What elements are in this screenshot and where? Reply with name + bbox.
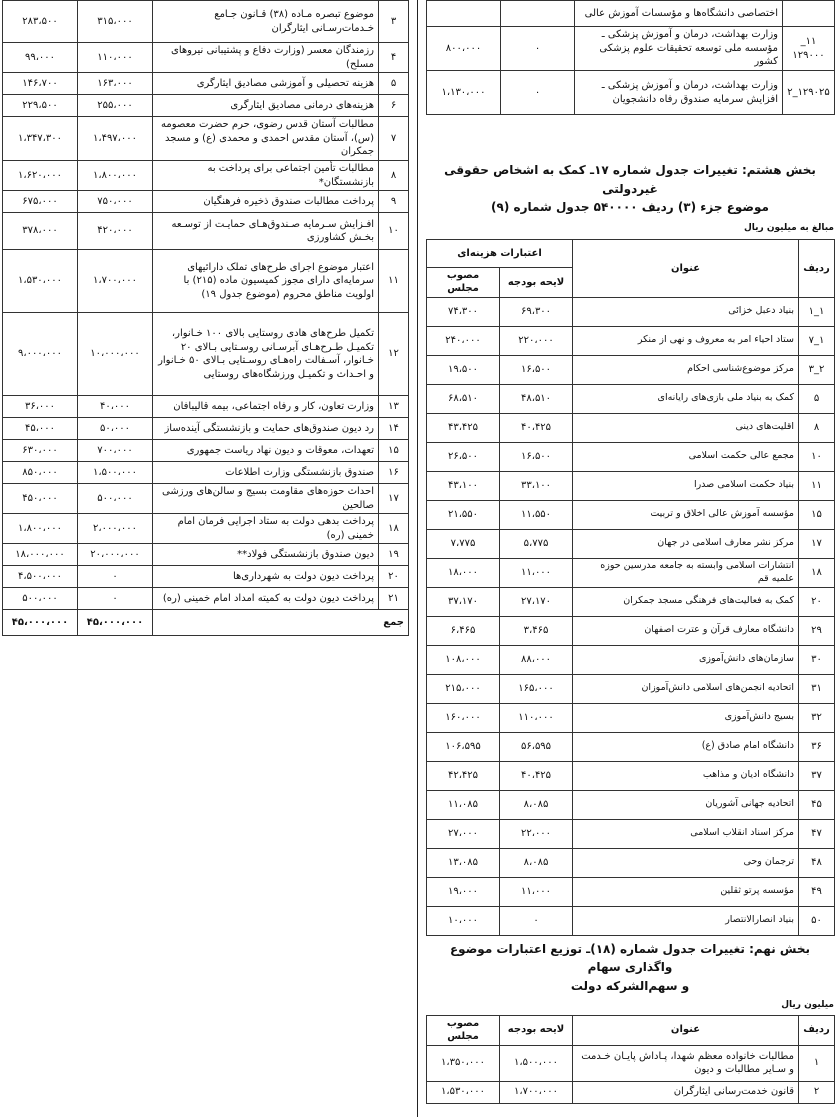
row-index: ۱_۱ — [799, 297, 835, 326]
table-row — [427, 819, 835, 848]
row-index: ۳۱ — [799, 674, 835, 703]
row-index: ۲۰ — [799, 587, 835, 616]
row-bill-amount: ۱۱،۵۵۰ — [500, 500, 573, 529]
row-approved-amount: ۱،۸۰۰،۰۰۰ — [3, 514, 78, 544]
row-approved-amount: ۴۳،۴۲۵ — [427, 413, 500, 442]
row-approved-amount: ۱۰۸،۰۰۰ — [427, 645, 500, 674]
row-title: رد دیون صندوق‌های حمایت و بازنشستگی آینده‌ساز — [153, 418, 379, 440]
table-row — [427, 442, 835, 471]
row-title: ترجمان وحی — [573, 848, 799, 877]
row-bill-amount: ۰ — [500, 906, 573, 935]
row-title: پرداخت دیون دولت به کمیته امداد امام خمینی (ره) — [153, 588, 379, 610]
table-row — [3, 566, 409, 588]
row-bill-amount — [501, 1, 575, 27]
table-row — [3, 396, 409, 418]
row-index: ۱۱ — [799, 471, 835, 500]
row-title: افـزایش سـرمایه صـندوق‌هـای حمایـت از توسـعه بخـش کشاورزی — [153, 213, 379, 250]
row-bill-amount: ۱۶،۵۰۰ — [500, 442, 573, 471]
row-bill-amount: ۲۵۵،۰۰۰ — [78, 95, 153, 117]
row-approved-amount: ۱،۳۴۷،۳۰۰ — [3, 117, 78, 161]
row-title: سازمان‌های دانش‌آموزی — [573, 645, 799, 674]
row-title: پرداخت دیون دولت به شهرداری‌ها — [153, 566, 379, 588]
table-row — [427, 500, 835, 529]
row-bill-amount: ۱،۵۰۰،۰۰۰ — [78, 462, 153, 484]
table-row — [3, 588, 409, 610]
column-divider — [417, 0, 418, 1117]
table-row — [427, 703, 835, 732]
section8-title-line1: بخش هشتم: تغییرات جدول شماره ۱۷ـ کمک به اشخاص حقوقی غیردولتی — [444, 163, 816, 196]
section8-header-credits: اعتبارات هزینه‌ای — [427, 239, 573, 267]
row-approved-amount: ۴۲،۴۲۵ — [427, 761, 500, 790]
table-row — [3, 462, 409, 484]
row-title: ستاد احیاء امر به معروف و نهی از منکر — [573, 326, 799, 355]
table-row — [427, 297, 835, 326]
section9-title-line2: و سهم‌الشرکه دولت — [570, 978, 690, 993]
table-row — [427, 384, 835, 413]
row-bill-amount: ۱۶۵،۰۰۰ — [500, 674, 573, 703]
row-index: ۵ — [379, 73, 409, 95]
row-bill-amount: ۴۸،۵۱۰ — [500, 384, 573, 413]
row-index: ۱۹ — [379, 544, 409, 566]
row-approved-amount: ۱،۵۳۰،۰۰۰ — [427, 1081, 500, 1103]
row-bill-amount: ۷۰۰،۰۰۰ — [78, 440, 153, 462]
section8-header-row: ردیف — [799, 239, 835, 297]
row-title: بنیاد دعبل خزائی — [573, 297, 799, 326]
table-row — [3, 161, 409, 191]
row-bill-amount: ۱،۷۰۰،۰۰۰ — [78, 250, 153, 313]
row-bill-amount: ۱۱،۰۰۰ — [500, 558, 573, 587]
section9-header-row: ردیف — [799, 1015, 835, 1045]
row-approved-amount: ۸۵۰،۰۰۰ — [3, 462, 78, 484]
table-row — [427, 1045, 835, 1081]
row-bill-amount: ۴۰،۴۲۵ — [500, 761, 573, 790]
row-title: تعهدات، معوقات و دیون نهاد ریاست جمهوری — [153, 440, 379, 462]
row-index: ۳۷ — [799, 761, 835, 790]
row-approved-amount: ۱۶۰،۰۰۰ — [427, 703, 500, 732]
table-row — [427, 674, 835, 703]
row-bill-amount: ۲۲،۰۰۰ — [500, 819, 573, 848]
row-bill-amount: ۵۰،۰۰۰ — [78, 418, 153, 440]
row-title: صندوق بازنشستگی وزارت اطلاعات — [153, 462, 379, 484]
row-bill-amount: ۰ — [501, 27, 575, 71]
section8-header-approved: مصوب مجلس — [427, 267, 500, 297]
total-row — [3, 610, 409, 636]
row-approved-amount: ۱۸،۰۰۰ — [427, 558, 500, 587]
row-bill-amount: ۲،۰۰۰،۰۰۰ — [78, 514, 153, 544]
row-title: تکمیل طرح‌های هادی روستایی بالای ۱۰۰ خـانوار، تکمیـل طـرح‌هـای آبرسـانی روسـتایی بـالای ۲۰ خـانوار، آسـفالت راه‌هـای روسـتایی بـالای ۵۰ خـانوار و احـداث و تکمیـل ورزشگاه‌های روستایی — [153, 313, 379, 396]
row-index: ۱_۷ — [799, 326, 835, 355]
row-index: ۶ — [379, 95, 409, 117]
row-index: ۱۵ — [799, 500, 835, 529]
row-index: ۴ — [379, 43, 409, 73]
row-bill-amount: ۱۱،۰۰۰ — [500, 877, 573, 906]
row-bill-amount: ۴۰،۴۲۵ — [500, 413, 573, 442]
row-bill-amount: ۵،۷۷۵ — [500, 529, 573, 558]
row-bill-amount: ۵۰۰،۰۰۰ — [78, 484, 153, 514]
row-index — [783, 1, 835, 27]
row-index: ۸ — [379, 161, 409, 191]
row-bill-amount: ۱،۸۰۰،۰۰۰ — [78, 161, 153, 191]
row-title: قانون خدمت‌رسانی ایثارگران — [573, 1081, 799, 1103]
top-right-table — [426, 0, 835, 115]
row-title: دانشگاه امام صادق (ع) — [573, 732, 799, 761]
row-approved-amount: ۹،۰۰۰،۰۰۰ — [3, 313, 78, 396]
row-title: وزارت بهداشت، درمان و آموزش پزشکی ـ مؤسسه ملی توسعه تحقیقات علوم پزشکی کشور — [575, 27, 783, 71]
row-approved-amount: ۱۹،۵۰۰ — [427, 355, 500, 384]
table-row — [3, 1, 409, 43]
row-index: ۴۹ — [799, 877, 835, 906]
row-index: ۱۴ — [379, 418, 409, 440]
row-index: ۱۸ — [379, 514, 409, 544]
row-index: ۱۳ — [379, 396, 409, 418]
row-index: ۵ — [799, 384, 835, 413]
row-index: ۱ — [799, 1045, 835, 1081]
row-title: اختصاصی دانشگاه‌ها و مؤسسات آموزش عالی — [575, 1, 783, 27]
table-row — [427, 645, 835, 674]
section9-header-title: عنوان — [573, 1015, 799, 1045]
row-title: احداث حوزه‌های مقاومت بسیج و سالن‌های ورزشی صالحین — [153, 484, 379, 514]
row-approved-amount: ۶۳۰،۰۰۰ — [3, 440, 78, 462]
row-title: اعتبار موضوع اجرای طرح‌های تملک دارائیهای سرمایه‌ای دارای مجوز کمیسیون ماده (۲۱۵) با اولویت مناطق محروم (موضوع جدول ۱۹) — [153, 250, 379, 313]
table-row — [3, 418, 409, 440]
row-bill-amount: ۰ — [78, 588, 153, 610]
section9-title-line1: بخش نهم: تغییرات جدول شماره (۱۸)ـ توزیع اعتبارات موضوع واگذاری سهام — [449, 941, 811, 975]
total-label: جمع — [153, 610, 409, 636]
table-row — [427, 558, 835, 587]
row-index: ۲ — [799, 1081, 835, 1103]
row-title: دیون صندوق بازنشستگی فولاد** — [153, 544, 379, 566]
table-row — [3, 440, 409, 462]
row-approved-amount: ۳۷،۱۷۰ — [427, 587, 500, 616]
row-approved-amount: ۸۰۰،۰۰۰ — [427, 27, 501, 71]
row-approved-amount: ۴۵،۰۰۰ — [3, 418, 78, 440]
row-title: مجمع عالی حکمت اسلامی — [573, 442, 799, 471]
row-approved-amount: ۲۷،۰۰۰ — [427, 819, 500, 848]
table-row — [427, 27, 835, 71]
row-bill-amount: ۱۶،۵۰۰ — [500, 355, 573, 384]
table-row — [3, 43, 409, 73]
table-row — [427, 413, 835, 442]
row-approved-amount: ۲۴۰،۰۰۰ — [427, 326, 500, 355]
table-row — [427, 1081, 835, 1103]
row-index: ۳ — [379, 1, 409, 43]
table-row — [427, 906, 835, 935]
row-index: ۷ — [379, 117, 409, 161]
section9-unit: میلیون ریال — [781, 999, 834, 1010]
row-index: ۲_۳ — [799, 355, 835, 384]
row-bill-amount: ۱۱۰،۰۰۰ — [500, 703, 573, 732]
row-bill-amount: ۲۷،۱۷۰ — [500, 587, 573, 616]
table-row — [427, 587, 835, 616]
table-row — [427, 790, 835, 819]
row-title: هزینه‌های درمانی مصادیق ایثارگری — [153, 95, 379, 117]
row-title: موضوع تبصره مـاده (۳۸) قـانون جـامع خـدمات‌رسـانی ایثارگران — [153, 1, 379, 43]
row-approved-amount: ۳۶،۰۰۰ — [3, 396, 78, 418]
section8-header-title: عنوان — [573, 239, 799, 297]
row-index: ۱۷ — [379, 484, 409, 514]
row-index: ۱۶ — [379, 462, 409, 484]
row-bill-amount: ۴۲۰،۰۰۰ — [78, 213, 153, 250]
table-row — [3, 544, 409, 566]
row-bill-amount: ۷۵۰،۰۰۰ — [78, 191, 153, 213]
table-row — [3, 95, 409, 117]
section9-header-bill: لایحه بودجه — [500, 1015, 573, 1045]
row-approved-amount — [427, 1, 501, 27]
row-approved-amount: ۶۷۵،۰۰۰ — [3, 191, 78, 213]
row-index: ۴۵ — [799, 790, 835, 819]
row-title: مؤسسه پرتو ثقلین — [573, 877, 799, 906]
row-approved-amount: ۴۳،۱۰۰ — [427, 471, 500, 500]
row-title: مطالبات خانواده معظم شهدا، پـاداش پایـان خـدمت و سـایر مطالبات و دیون — [573, 1045, 799, 1081]
row-index: ۱۲۹۰۲۵_۲ — [783, 71, 835, 115]
row-approved-amount: ۱۴۶،۷۰۰ — [3, 73, 78, 95]
row-title: کمک به بنیاد ملی بازی‌های رایانه‌ای — [573, 384, 799, 413]
table-row — [3, 514, 409, 544]
section9-table — [426, 1015, 835, 1104]
row-index: ۳۲ — [799, 703, 835, 732]
row-title: اتحادیه جهانی آشوریان — [573, 790, 799, 819]
row-index: ۲۱ — [379, 588, 409, 610]
row-index: ۱۲ — [379, 313, 409, 396]
row-bill-amount: ۱،۴۹۷،۰۰۰ — [78, 117, 153, 161]
row-index: ۸ — [799, 413, 835, 442]
left-budget-table — [2, 0, 409, 636]
row-bill-amount: ۰ — [78, 566, 153, 588]
row-bill-amount: ۳،۴۶۵ — [500, 616, 573, 645]
table-row — [427, 529, 835, 558]
row-bill-amount: ۲۰،۰۰۰،۰۰۰ — [78, 544, 153, 566]
table-row — [3, 313, 409, 396]
table-row — [427, 355, 835, 384]
table-row — [427, 71, 835, 115]
row-approved-amount: ۱۸،۰۰۰،۰۰۰ — [3, 544, 78, 566]
row-approved-amount: ۶۸،۵۱۰ — [427, 384, 500, 413]
row-index: ۳۶ — [799, 732, 835, 761]
row-index: ۱۱ — [379, 250, 409, 313]
row-index: ۹ — [379, 191, 409, 213]
table-row — [427, 877, 835, 906]
row-bill-amount: ۴۰،۰۰۰ — [78, 396, 153, 418]
row-approved-amount: ۱،۳۵۰،۰۰۰ — [427, 1045, 500, 1081]
row-index: ۱۸ — [799, 558, 835, 587]
row-index: ۱۰ — [799, 442, 835, 471]
row-bill-amount: ۱،۷۰۰،۰۰۰ — [500, 1081, 573, 1103]
row-approved-amount: ۴۵۰،۰۰۰ — [3, 484, 78, 514]
row-bill-amount: ۱۶۳،۰۰۰ — [78, 73, 153, 95]
row-approved-amount: ۶،۴۶۵ — [427, 616, 500, 645]
row-title: مطالبات آستان قدس رضوی، حرم حضرت معصومه (س)، آستان مقدس احمدی و محمدی (ع) و مسجد جمکران — [153, 117, 379, 161]
row-approved-amount: ۲۸۳،۵۰۰ — [3, 1, 78, 43]
table-row — [427, 848, 835, 877]
row-title: وزارت تعاون، کار و رفاه اجتماعی، بیمه قالیبافان — [153, 396, 379, 418]
table-row — [3, 191, 409, 213]
section8-table-body — [427, 297, 835, 935]
row-title: مؤسسه آموزش عالی اخلاق و تربیت — [573, 500, 799, 529]
row-approved-amount: ۴،۵۰۰،۰۰۰ — [3, 566, 78, 588]
row-title: کمک به فعالیت‌های فرهنگی مسجد جمکران — [573, 587, 799, 616]
row-approved-amount: ۱۱،۰۸۵ — [427, 790, 500, 819]
row-title: دانشگاه معارف قرآن و عترت اصفهان — [573, 616, 799, 645]
row-title: وزارت بهداشت، درمان و آموزش پزشکی ـ افزایش سرمایه صندوق رفاه دانشجویان — [575, 71, 783, 115]
row-index: ۴۸ — [799, 848, 835, 877]
row-approved-amount: ۱۰۶،۵۹۵ — [427, 732, 500, 761]
row-title: هزینه تحصیلی و آموزشی مصادیق ایثارگری — [153, 73, 379, 95]
row-approved-amount: ۱۰،۰۰۰ — [427, 906, 500, 935]
row-bill-amount: ۵۶،۵۹۵ — [500, 732, 573, 761]
table-row — [3, 250, 409, 313]
row-title: پرداخت مطالبات صندوق ذخیره فرهنگیان — [153, 191, 379, 213]
row-title: اقلیت‌های دینی — [573, 413, 799, 442]
row-approved-amount: ۹۹،۰۰۰ — [3, 43, 78, 73]
table-row — [3, 484, 409, 514]
table-row — [427, 732, 835, 761]
top-right-table-body — [427, 1, 835, 115]
section8-header-bill: لایحه بودجه — [500, 267, 573, 297]
total-bill: ۴۵،۰۰۰،۰۰۰ — [78, 610, 153, 636]
row-bill-amount: ۳۳،۱۰۰ — [500, 471, 573, 500]
section8-table — [426, 239, 835, 936]
row-title: بنیاد انصارالانتصار — [573, 906, 799, 935]
row-title: رزمندگان معسر (وزارت دفاع و پشتیبانی نیروهای مسلح) — [153, 43, 379, 73]
row-title: بنیاد حکمت اسلامی صدرا — [573, 471, 799, 500]
row-approved-amount: ۱،۵۳۰،۰۰۰ — [3, 250, 78, 313]
row-index: ۱۷ — [799, 529, 835, 558]
row-bill-amount: ۱۰،۰۰۰،۰۰۰ — [78, 313, 153, 396]
left-column — [2, 0, 408, 636]
row-index: ۱۵ — [379, 440, 409, 462]
row-title: اتحادیه انجمن‌های اسلامی دانش‌آموزان — [573, 674, 799, 703]
row-title: پرداخت بدهی دولت به ستاد اجرایی فرمان امام خمینی (ره) — [153, 514, 379, 544]
table-row — [427, 616, 835, 645]
table-row — [427, 326, 835, 355]
row-index: ۱۱_ ۱۲۹۰۰۰ — [783, 27, 835, 71]
total-approved: ۴۵،۰۰۰،۰۰۰ — [3, 610, 78, 636]
row-bill-amount: ۶۹،۳۰۰ — [500, 297, 573, 326]
row-index: ۱۰ — [379, 213, 409, 250]
row-bill-amount: ۸۸،۰۰۰ — [500, 645, 573, 674]
row-approved-amount: ۲۱۵،۰۰۰ — [427, 674, 500, 703]
row-approved-amount: ۲۲۹،۵۰۰ — [3, 95, 78, 117]
right-column — [426, 0, 834, 1104]
row-title: مطالبات تأمین اجتماعی برای پرداخت به بازنشستگان* — [153, 161, 379, 191]
table-row — [427, 471, 835, 500]
row-title: انتشارات اسلامی وابسته به جامعه مدرسین حوزه علمیه قم — [573, 558, 799, 587]
row-title: مرکز نشر معارف اسلامی در جهان — [573, 529, 799, 558]
row-title: مرکز موضوع‌شناسی احکام — [573, 355, 799, 384]
section9-table-body — [427, 1045, 835, 1103]
row-approved-amount: ۱،۱۳۰،۰۰۰ — [427, 71, 501, 115]
row-bill-amount: ۱،۵۰۰،۰۰۰ — [500, 1045, 573, 1081]
row-approved-amount: ۲۱،۵۵۰ — [427, 500, 500, 529]
row-approved-amount: ۷۴،۳۰۰ — [427, 297, 500, 326]
table-row — [3, 117, 409, 161]
row-bill-amount: ۳۱۵،۰۰۰ — [78, 1, 153, 43]
row-bill-amount: ۱۱۰،۰۰۰ — [78, 43, 153, 73]
section8-title-line2: موضوع جزء (۳) ردیف ۵۴۰۰۰۰ جدول شماره (۹) — [491, 200, 769, 215]
row-title: مرکز اسناد انقلاب اسلامی — [573, 819, 799, 848]
row-bill-amount: ۰ — [501, 71, 575, 115]
row-title: بسیج دانش‌آموزی — [573, 703, 799, 732]
row-approved-amount: ۷،۷۷۵ — [427, 529, 500, 558]
row-approved-amount: ۲۶،۵۰۰ — [427, 442, 500, 471]
section8-unit: مبالغ به میلیون ریال — [743, 222, 834, 233]
row-index: ۲۹ — [799, 616, 835, 645]
row-approved-amount: ۱۳،۰۸۵ — [427, 848, 500, 877]
table-row — [427, 1, 835, 27]
row-bill-amount: ۸،۰۸۵ — [500, 848, 573, 877]
row-title: دانشگاه ادیان و مذاهب — [573, 761, 799, 790]
row-bill-amount: ۲۲۰،۰۰۰ — [500, 326, 573, 355]
row-approved-amount: ۵۰۰،۰۰۰ — [3, 588, 78, 610]
row-approved-amount: ۳۷۸،۰۰۰ — [3, 213, 78, 250]
row-index: ۲۰ — [379, 566, 409, 588]
row-index: ۳۰ — [799, 645, 835, 674]
table-row — [427, 761, 835, 790]
row-approved-amount: ۱۹،۰۰۰ — [427, 877, 500, 906]
section9-header-approved: مصوب مجلس — [427, 1015, 500, 1045]
row-approved-amount: ۱،۶۲۰،۰۰۰ — [3, 161, 78, 191]
table-row — [3, 213, 409, 250]
table-row — [3, 73, 409, 95]
row-bill-amount: ۸،۰۸۵ — [500, 790, 573, 819]
row-index: ۴۷ — [799, 819, 835, 848]
row-index: ۵۰ — [799, 906, 835, 935]
left-table-body — [3, 1, 409, 636]
